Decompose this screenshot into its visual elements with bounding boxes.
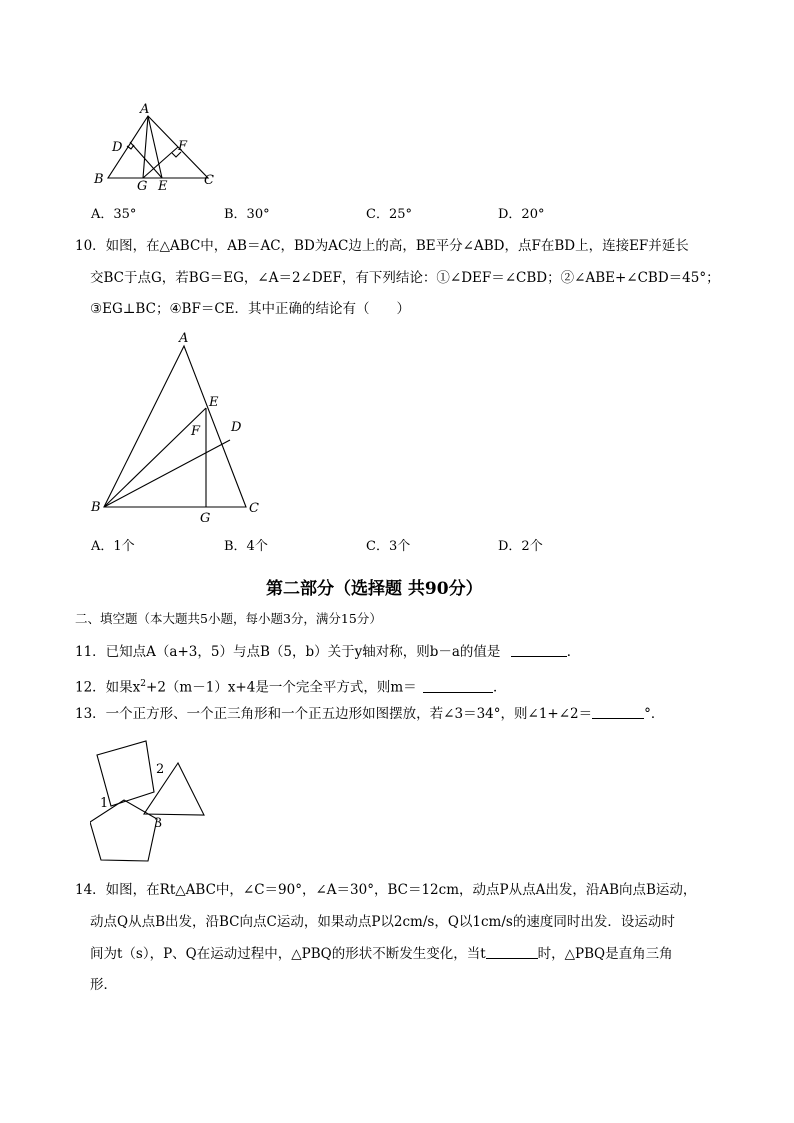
angle-label-2: 2 — [156, 762, 165, 777]
q9-option-d: D．20° — [498, 207, 545, 222]
q14-line-3-b: 时，△PBQ是直角三角 — [537, 946, 673, 962]
q10-line-3: ③EG⊥BC；④BF＝CE．其中正确的结论有（ ） — [90, 301, 411, 317]
q14-line-3 — [90, 946, 673, 962]
label-a: A — [179, 331, 189, 346]
q11-prompt: 11．已知点A（a+3，5）与点B（5，b）关于y轴对称，则b－a的值是 — [75, 644, 501, 660]
q14-line-4: 形． — [90, 977, 117, 993]
label-e: E — [209, 395, 219, 410]
label-e: E — [158, 179, 168, 194]
angle-label-3: 3 — [154, 816, 163, 831]
q12-prompt-a: 12．如果x — [75, 679, 141, 696]
label-b: B — [94, 172, 104, 187]
q9-option-b: B．30° — [224, 207, 270, 222]
label-c: C — [249, 501, 259, 516]
q11-answer-blank[interactable] — [511, 644, 567, 657]
q10-option-c: C．3个 — [366, 539, 411, 554]
q10-line-1: 10．如图，在△ABC中，AB＝AC，BD为AC边上的高，BE平分∠ABD，点F在BD上，连接EF并延长 — [75, 238, 689, 254]
q14-line-2: 动点Q从点B出发，沿BC向点C运动，如果动点P以2cm/s，Q以1cm/s的速度同时出发．设运动时 — [90, 914, 675, 930]
label-f: F — [191, 424, 201, 439]
label-f: F — [178, 139, 188, 154]
q14-line-3-a: 间为t（s），P、Q在运动过程中，△PBQ的形状不断发生变化，当t — [90, 946, 486, 962]
polygons-figure-q13 — [90, 738, 210, 868]
label-b: B — [91, 500, 101, 515]
q9-option-a: A．35° — [91, 207, 137, 222]
q10-line-2: 交BC于点G，若BG＝EG，∠A＝2∠DEF，有下列结论：①∠DEF＝∠CBD；②∠ABE+∠CBD＝45°； — [90, 270, 720, 286]
q12-answer-blank[interactable] — [423, 680, 493, 693]
label-a: A — [140, 102, 150, 117]
angle-label-1: 1 — [100, 796, 109, 811]
q13-prompt: 13．一个正方形、一个正三角形和一个正五边形如图摆放，若∠3＝34°，则∠1+∠2＝ — [75, 706, 593, 722]
q10-option-a: A．1个 — [91, 539, 135, 554]
triangle-figure-q9 — [88, 98, 228, 194]
q14-answer-blank[interactable] — [486, 946, 538, 959]
q13-end: °． — [644, 706, 665, 722]
label-d: D — [112, 140, 123, 155]
q10-option-d: D．2个 — [498, 539, 543, 554]
label-g: G — [200, 511, 211, 526]
q11-text — [75, 644, 580, 660]
q13-answer-blank[interactable] — [592, 706, 644, 719]
part-two-title: 第二部分（选择题 共90分） — [266, 579, 483, 599]
q9-option-c: C．25° — [366, 207, 412, 222]
label-g: G — [137, 179, 148, 194]
q11-end: ． — [566, 644, 581, 660]
q14-line-1: 14．如图，在Rt△ABC中，∠C＝90°，∠A＝30°，BC＝12cm，动点P从点A出发，沿AB向点B运动， — [75, 882, 697, 898]
q12-superscript: 2 — [140, 679, 147, 689]
q12-end: ． — [492, 679, 507, 696]
q12-text — [75, 676, 506, 696]
q13-text — [75, 706, 664, 722]
q12-prompt-b: +2（m－1）x+4是一个完全平方式，则m＝ — [146, 679, 417, 696]
triangle-figure-q10 — [88, 326, 268, 526]
q10-option-b: B．4个 — [224, 539, 268, 554]
section-heading: 二、填空题（本大题共5小题，每小题3分，满分15分） — [75, 611, 382, 626]
label-d: D — [231, 420, 242, 435]
label-c: C — [204, 173, 214, 188]
